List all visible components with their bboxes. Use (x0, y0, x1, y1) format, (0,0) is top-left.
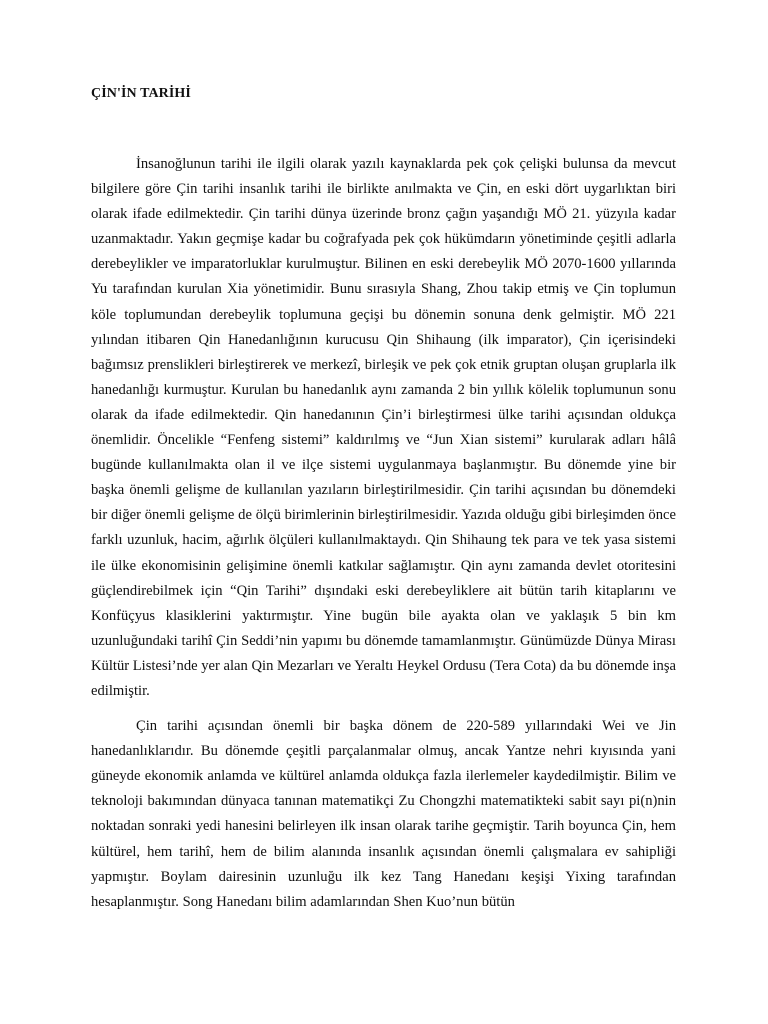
paragraph: Çin tarihi açısından önemli bir başka dönem de 220-589 yıllarındaki Wei ve Jin hanedanlıklarıdır. Bu dönemde çeşitli parçalanmalar olmuş, ancak Yantze nehri kıyısında yani güneyde ekonomik anlamda ve kültürel anlamda oldukça fazla ilerlemeler kaydedilmiştir. Bilim ve teknoloji bakımından dünyaca tanınan matematikçi Zu Chongzhi matematikteki sabit sayı pi(n)nin noktadan sonraki yedi hanesini belirleyen ilk insan olarak tarihe geçmiştir. Tarih boyunca Çin, hem kültürel, hem tarihî, hem de bilim alanında insanlık açısından önemli çalışmalara ev sahipliği yapmıştır. Boylam dairesinin uzunluğu ilk kez Tang Hanedanı keşişi Yixing tarafından hesaplanmıştır. Song Hanedanı bilim adamlarından Shen Kuo’nun bütün (91, 718, 676, 910)
paragraph: İnsanoğlunun tarihi ile ilgili olarak yazılı kaynaklarda pek çok çelişki bulunsa da mevcut bilgilere göre Çin tarihi insanlık tarihi ile birlikte anılmakta ve Çin, en eski dört uygarlıktan biri olarak ifade edilmektedir. Çin tarihi dünya üzerinde bronz çağın yaşandığı MÖ 21. yüzyıla kadar uzanmaktadır. Yakın geçmişe kadar bu coğrafyada pek çok hükümdarın yönetiminde çeşitli adlarla derebeylikler ve imparatorluklar kurulmuştur. Bilinen en eski derebeylik MÖ 2070-1600 yıllarında Yu tarafından kurulan Xia yönetimidir. Bunu sırasıyla Shang, Zhou takip etmiş ve Çin toplumun köle toplumundan derebeylik toplumuna geçişi bu dönemin sonuna denk gelmiştir. MÖ 221 yılından itibaren Qin Hanedanlığının kurucusu Qin Shihaung (ilk imparator), Çin içerisindeki bağımsız prenslikleri birleştirerek ve merkezî, birleşik ve pek çok etnik gruptan oluşan gruplarla ilk hanedanlığı kurmuştur. Kurulan bu hanedanlık aynı zamanda 2 bin yıllık kölelik toplumunun sonu olarak da ifade edilmektedir. Qin hanedanının Çin’i birleştirmesi ülke tarihi açısından oldukça önemlidir. Öncelikle “Fenfeng sistemi” kaldırılmış ve “Jun Xian sistemi” kurularak adları hâlâ bugünde kullanılmakta olan il ve ilçe sistemi uygulanmaya başlanmıştır. Bu dönemde yine bir başka önemli gelişme de kullanılan yazıların birleştirilmesidir. Çin tarihi açısından bu dönemdeki bir diğer önemli gelişme de ölçü birimlerinin birleştirilmesidir. Yazıda olduğu gibi birleşimden önce farklı uzunluk, hacim, ağırlık ölçüleri kullanılmaktaydı. Qin Shihaung tek para ve tek yasa sistemi ile ülke ekonomisinin gelişimine önemli katkılar sağlamıştır. Qin aynı zamanda devlet otoritesini güçlendirebilmek için “Qin Tarihi” dışındaki eski derebeyliklere ait bütün tarih kitaplarını ve Konfüçyus klasiklerini yaktırmıştır. Yine bugün bile ayakta olan ve yaklaşık 5 bin km uzunluğundaki tarihî Çin Seddi’nin yapımı bu dönemde tamamlanmıştır. Günümüzde Dünya Mirası Kültür Listesi’nde yer alan Qin Mezarları ve Yeraltı Heykel Ordusu (Tera Cota) da bu dönemde inşa edilmiştir. (91, 156, 676, 699)
document-title: ÇİN'İN TARİHİ (91, 86, 191, 101)
document-body (91, 152, 676, 915)
